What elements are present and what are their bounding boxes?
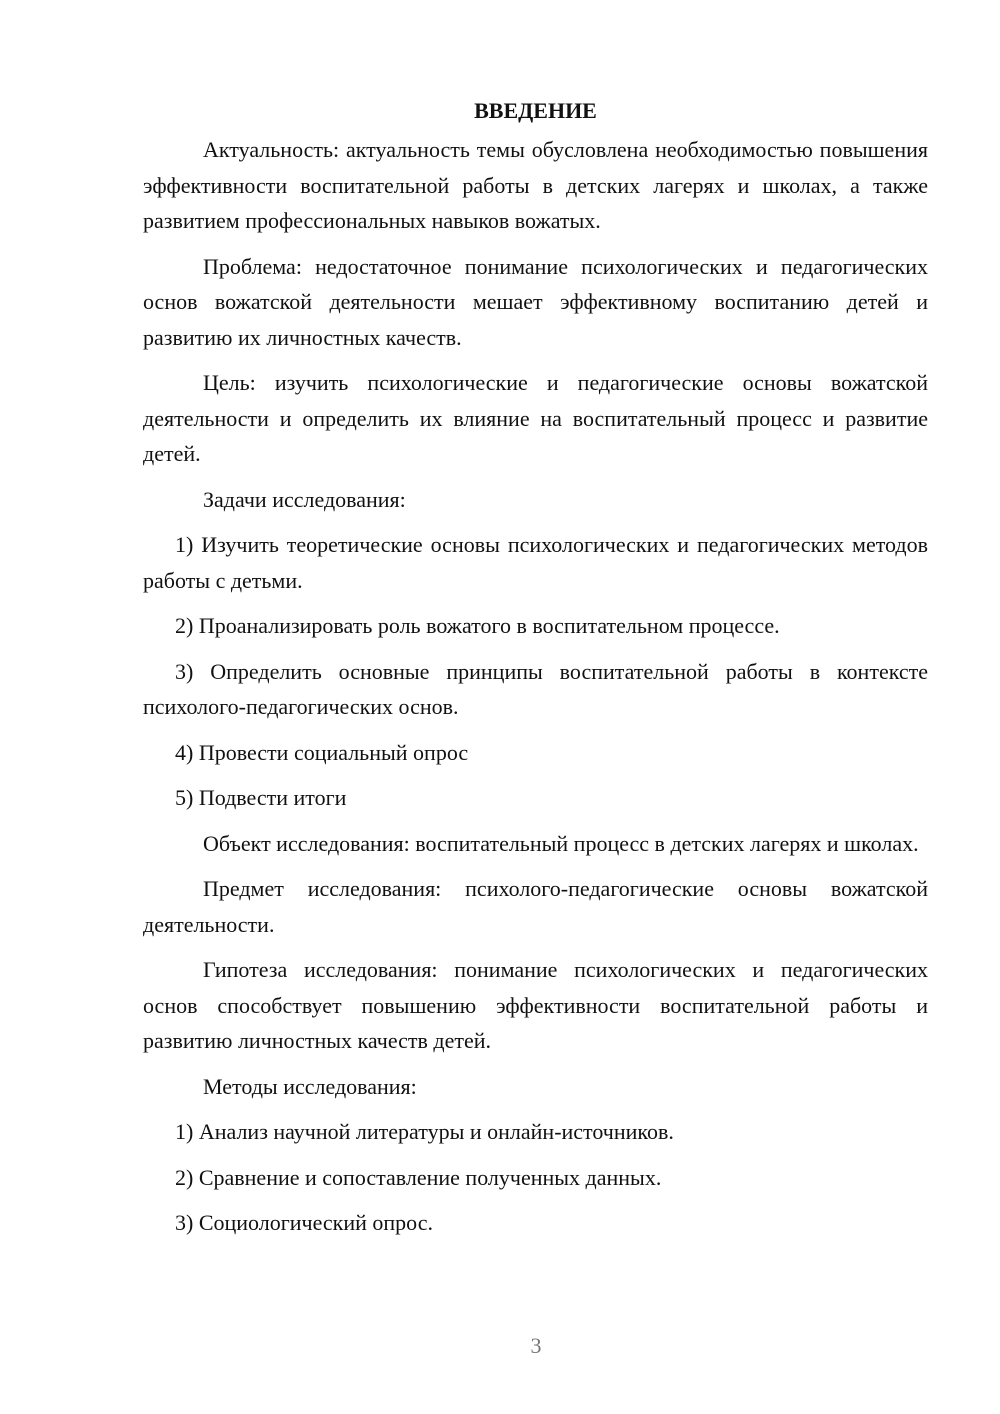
methods-list xyxy=(143,1114,928,1241)
page-title: ВВЕДЕНИЕ xyxy=(474,98,597,123)
task-item: 1) Изучить теоретические основы психологических и педагогических методов работы с детьми. xyxy=(143,532,928,593)
tasks-heading: Задачи исследования: xyxy=(203,486,406,512)
page-number: 3 xyxy=(530,1333,542,1358)
object-paragraph: Объект исследования: воспитательный процесс в детских лагерях и школах. xyxy=(203,830,919,856)
method-item: 1) Анализ научной литературы и онлайн-источников. xyxy=(175,1119,674,1144)
relevance-paragraph: Актуальность: актуальность темы обусловлена необходимостью повышения эффективности воспитательной работы в детских лагерях и школах, а также развитием профессиональных навыков вожатых. xyxy=(143,137,928,233)
task-item: 2) Проанализировать роль вожатого в воспитательном процессе. xyxy=(175,613,780,638)
method-item: 3) Социологический опрос. xyxy=(175,1210,433,1235)
hypothesis-paragraph: Гипотеза исследования: понимание психологических и педагогических основ способствует повышению эффективности воспитательной работы и развитию личностных качеств детей. xyxy=(143,957,928,1053)
goal-paragraph: Цель: изучить психологические и педагогические основы вожатской деятельности и определить их влияние на воспитательный процесс и развитие детей. xyxy=(143,370,928,466)
tasks-list xyxy=(143,527,928,816)
problem-paragraph: Проблема: недостаточное понимание психологических и педагогических основ вожатской деятельности мешает эффективному воспитанию детей и развитию их личностных качеств. xyxy=(143,253,928,350)
task-item: 3) Определить основные принципы воспитательной работы в контексте психолого-педагогических основ. xyxy=(143,658,928,719)
methods-heading: Методы исследования: xyxy=(203,1073,417,1099)
subject-paragraph: Предмет исследования: психолого-педагогические основы вожатской деятельности. xyxy=(143,876,928,937)
task-item: 4) Провести социальный опрос xyxy=(175,739,469,765)
method-item: 2) Сравнение и сопоставление полученных данных. xyxy=(175,1164,662,1190)
document-page xyxy=(143,93,928,1251)
task-item: 5) Подвести итоги xyxy=(175,785,347,810)
